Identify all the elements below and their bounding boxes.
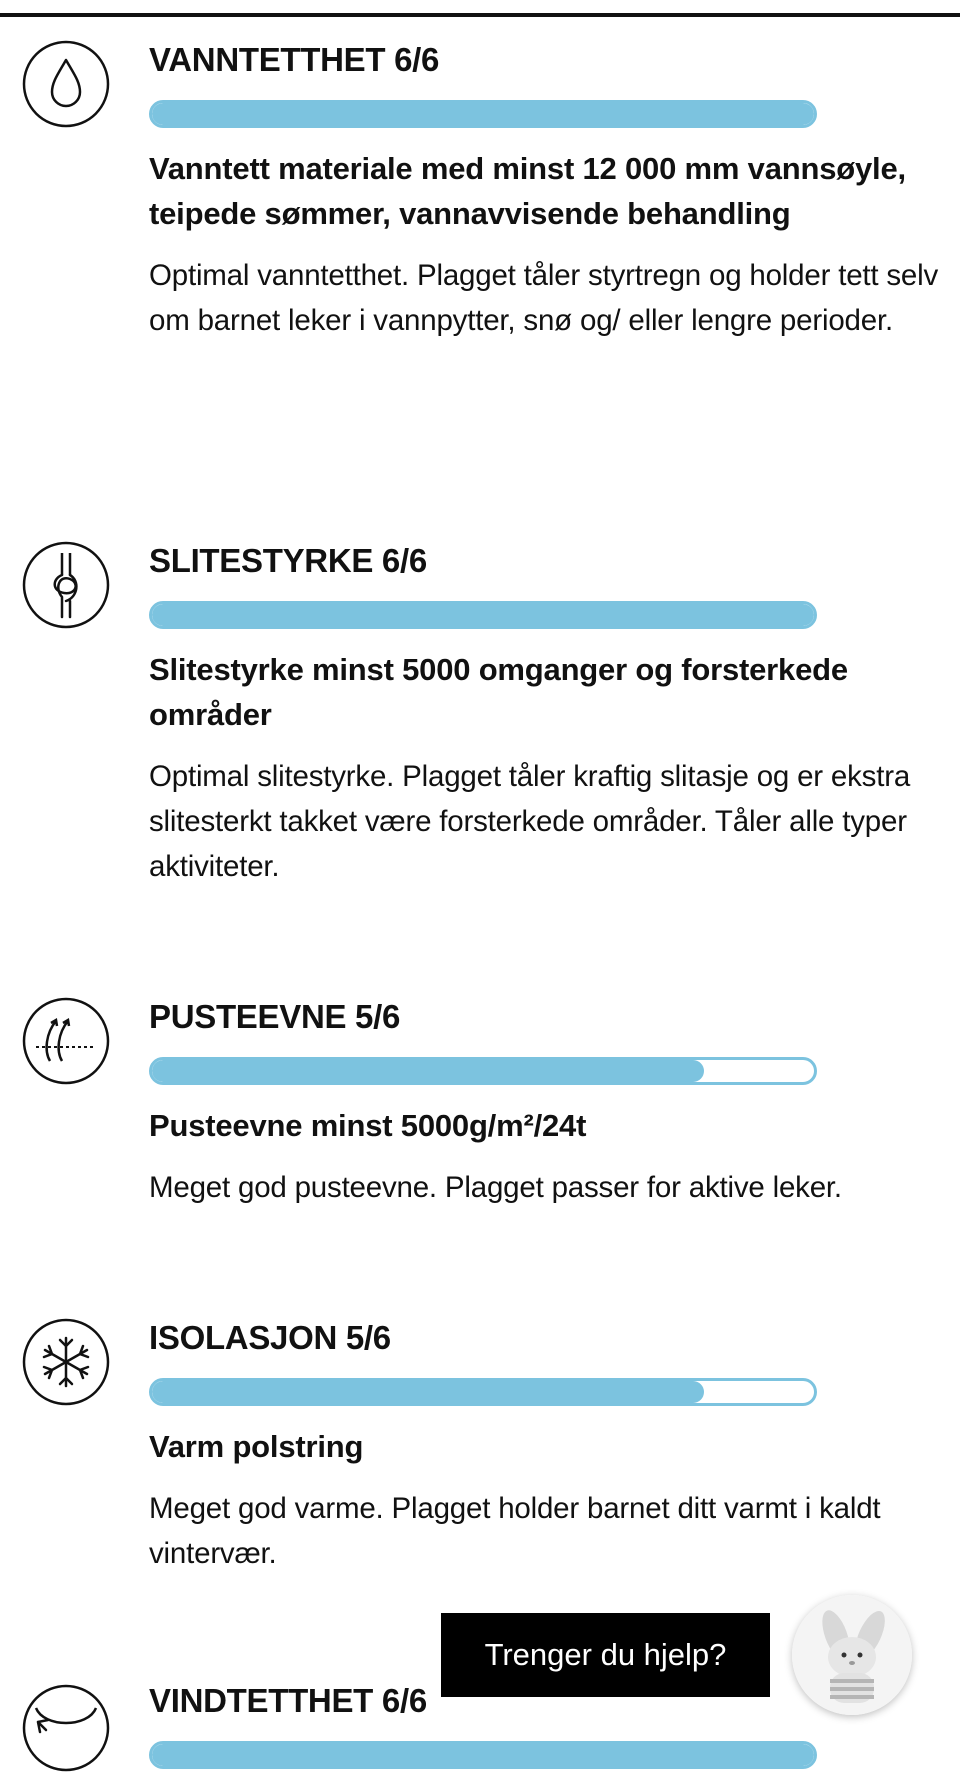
rating-bar	[149, 100, 817, 128]
feature-title: VINDTETTHET 6/6	[149, 1682, 427, 1719]
rating-bar-fill	[152, 1060, 704, 1082]
rating-bar	[149, 601, 817, 629]
rating-bar	[149, 1741, 817, 1769]
feature-description: Meget god varme. Plagget holder barnet ditt varmt i kaldt vintervær.	[149, 1492, 881, 1570]
help-chat-button[interactable]: Trenger du hjelp?	[441, 1613, 770, 1697]
top-divider	[0, 13, 960, 17]
rating-bar-fill	[152, 604, 814, 626]
wind-deflect-icon	[22, 1684, 110, 1772]
feature-description: Optimal slitestyrke. Plagget tåler kraftig slitasje og er ekstra slitesterkt takket være forsterkede områder. Tåler alle typer aktiviteter.	[149, 760, 911, 883]
feature-title: VANNTETTHET 6/6	[149, 41, 440, 78]
rating-bar-fill	[152, 1381, 704, 1403]
feature-spec: Slitestyrke minst 5000 omganger og forsterkede områder	[149, 652, 848, 732]
water-drop-icon	[22, 40, 110, 128]
snowflake-icon	[22, 1318, 110, 1406]
feature-description: Meget god pusteevne. Plagget passer for aktive leker.	[149, 1171, 842, 1204]
feature-spec: Vanntett materiale med minst 12 000 mm vannsøyle, teipede sømmer, vannavvisende behandling	[149, 151, 906, 231]
rating-bar-fill	[152, 103, 814, 125]
feature-spec: Varm polstring	[149, 1429, 364, 1464]
breathable-arrows-icon	[22, 997, 110, 1085]
rating-bar-fill	[152, 1744, 814, 1766]
feature-description: Optimal vanntetthet. Plagget tåler styrtregn og holder tett selv om barnet leker i vannpytter, snø og/ eller lengre perioder.	[149, 259, 939, 337]
feature-title: SLITESTYRKE 6/6	[149, 542, 427, 579]
feature-title: ISOLASJON 5/6	[149, 1319, 391, 1356]
knot-icon	[22, 541, 110, 629]
feature-title: PUSTEEVNE 5/6	[149, 998, 401, 1035]
rating-bar	[149, 1378, 817, 1406]
feature-spec: Pusteevne minst 5000g/m²/24t	[149, 1108, 587, 1143]
bunny-plush-icon[interactable]	[792, 1595, 912, 1715]
rating-bar	[149, 1057, 817, 1085]
